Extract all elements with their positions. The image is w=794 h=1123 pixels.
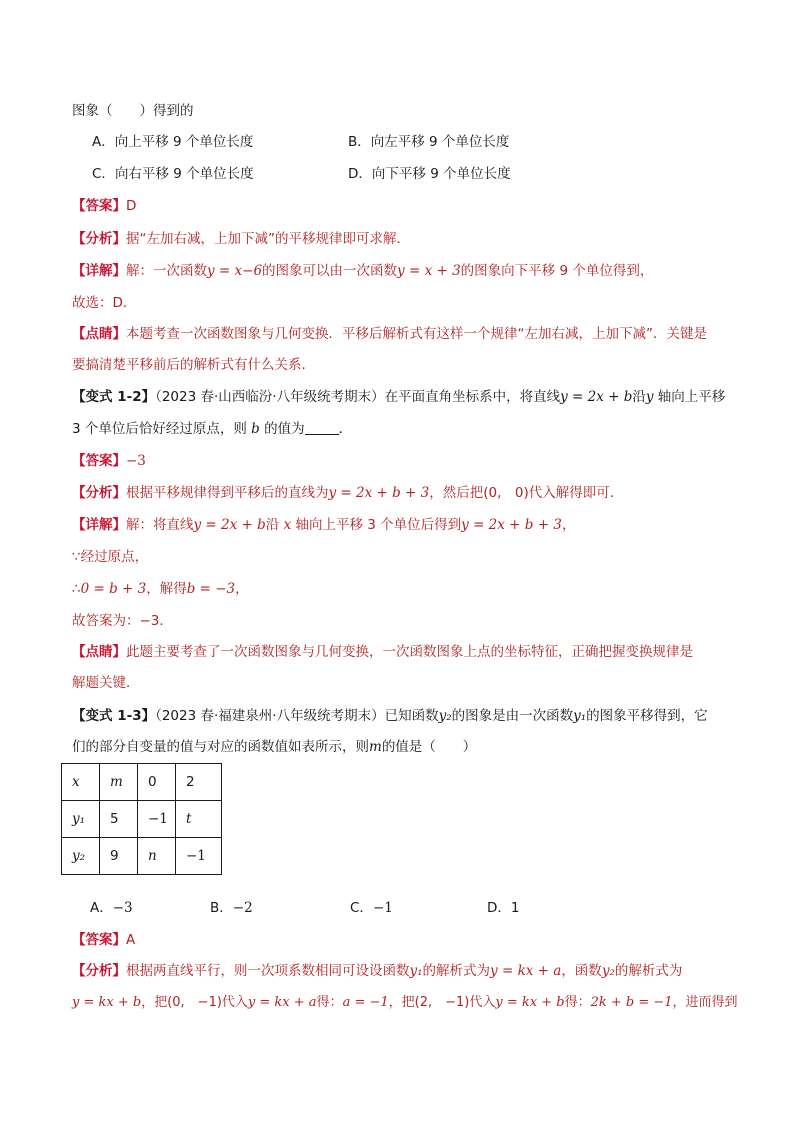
table-cell: 0 [138, 764, 176, 801]
q1-comment-line2: 要搞清楚平移前后的解析式有什么关系． [72, 357, 315, 373]
table-cell: 9 [100, 838, 138, 875]
q1-analysis: 【分析】据“左加右减，上加下减”的平移规律即可求解． [72, 231, 410, 247]
q2-because: ∵经过原点， [72, 549, 149, 565]
q2-stem-line1: 【变式 1-2】（2023 春·山西临汾·八年级统考期末）在平面直角坐标系中，将直线y = 2x + b沿y 轴向上平移 [72, 389, 726, 405]
q3-stem-line1: 【变式 1-3】（2023 春·福建泉州·八年级统考期末）已知函数y₂的图象是由一次函数y₁的图象平移得到，它 [72, 708, 708, 724]
q3-analysis-line1: 【分析】根据两直线平行，则一次项系数相同可设设函数y₁的解析式为y = kx + a，函数y₂的解析式为 [72, 963, 683, 979]
q3-option-c: C．−1 [350, 900, 393, 916]
q2-final: 故答案为：−3． [72, 613, 173, 629]
q1-option-c: C．向右平移 9 个单位长度 [92, 166, 254, 182]
q3-option-a: A．−3 [90, 900, 133, 916]
table-cell: 5 [100, 801, 138, 838]
table-cell: 2 [176, 764, 222, 801]
q1-stem-tail: 图象（ ）得到的 [72, 103, 194, 119]
q1-choose: 故选：D． [72, 295, 137, 311]
q2-analysis: 【分析】根据平移规律得到平移后的直线为y = 2x + b + 3，然后把(0, 0)代入解得即可． [72, 485, 624, 501]
table-row [62, 838, 222, 875]
q2-detail: 【详解】解：将直线y = 2x + b沿 x 轴向上平移 3 个单位后得到y = 2x + b + 3， [72, 517, 576, 533]
answer-blank [305, 420, 339, 435]
table-cell: y₁ [62, 801, 100, 838]
q3-answer: 【答案】A [72, 932, 136, 948]
table-row [62, 764, 222, 801]
table-cell: y₂ [62, 838, 100, 875]
q3-option-b: B．−2 [210, 900, 253, 916]
table-cell: n [138, 838, 176, 875]
q1-option-b: B．向左平移 9 个单位长度 [348, 134, 510, 150]
q1-option-a: A．向上平移 9 个单位长度 [92, 134, 254, 150]
table-cell: −1 [138, 801, 176, 838]
q2-therefore: ∴0 = b + 3，解得b = −3， [72, 581, 249, 597]
q2-stem-line2: 3 个单位后恰好经过原点，则 b 的值为 ． [72, 421, 353, 437]
table-cell: t [176, 801, 222, 838]
value-table [61, 763, 222, 875]
table-row [62, 801, 222, 838]
q3-stem-line2: 们的部分自变量的值与对应的函数值如表所示，则m的值是（ ） [72, 739, 477, 755]
q3-analysis-line2: y = kx + b，把(0, −1)代入y = kx + a得：a = −1，把(2, −1)代入y = kx + b得：2k + b = −1，进而得到 [72, 995, 738, 1010]
table-cell: −1 [176, 838, 222, 875]
table-cell: x [62, 764, 100, 801]
q1-detail: 【详解】解：一次函数y = x−6的图象可以由一次函数y = x + 3的图象向下平移 9 个单位得到， [72, 263, 654, 279]
q2-answer: 【答案】−3 [72, 453, 146, 469]
q1-answer: 【答案】D [72, 198, 137, 214]
q2-comment-line2: 解题关键． [72, 675, 140, 691]
q2-comment-line1: 【点睛】此题主要考查了一次函数图象与几何变换，一次函数图象上点的坐标特征，正确把握变换规律是 [72, 644, 693, 660]
table-cell: m [100, 764, 138, 801]
q1-comment-line1: 【点睛】本题考查一次函数图象与几何变换．平移后解析式有这样一个规律“左加右减，上加下减”．关键是 [72, 326, 707, 342]
q1-option-d: D．向下平移 9 个单位长度 [348, 166, 511, 182]
q3-option-d: D．1 [487, 900, 520, 916]
